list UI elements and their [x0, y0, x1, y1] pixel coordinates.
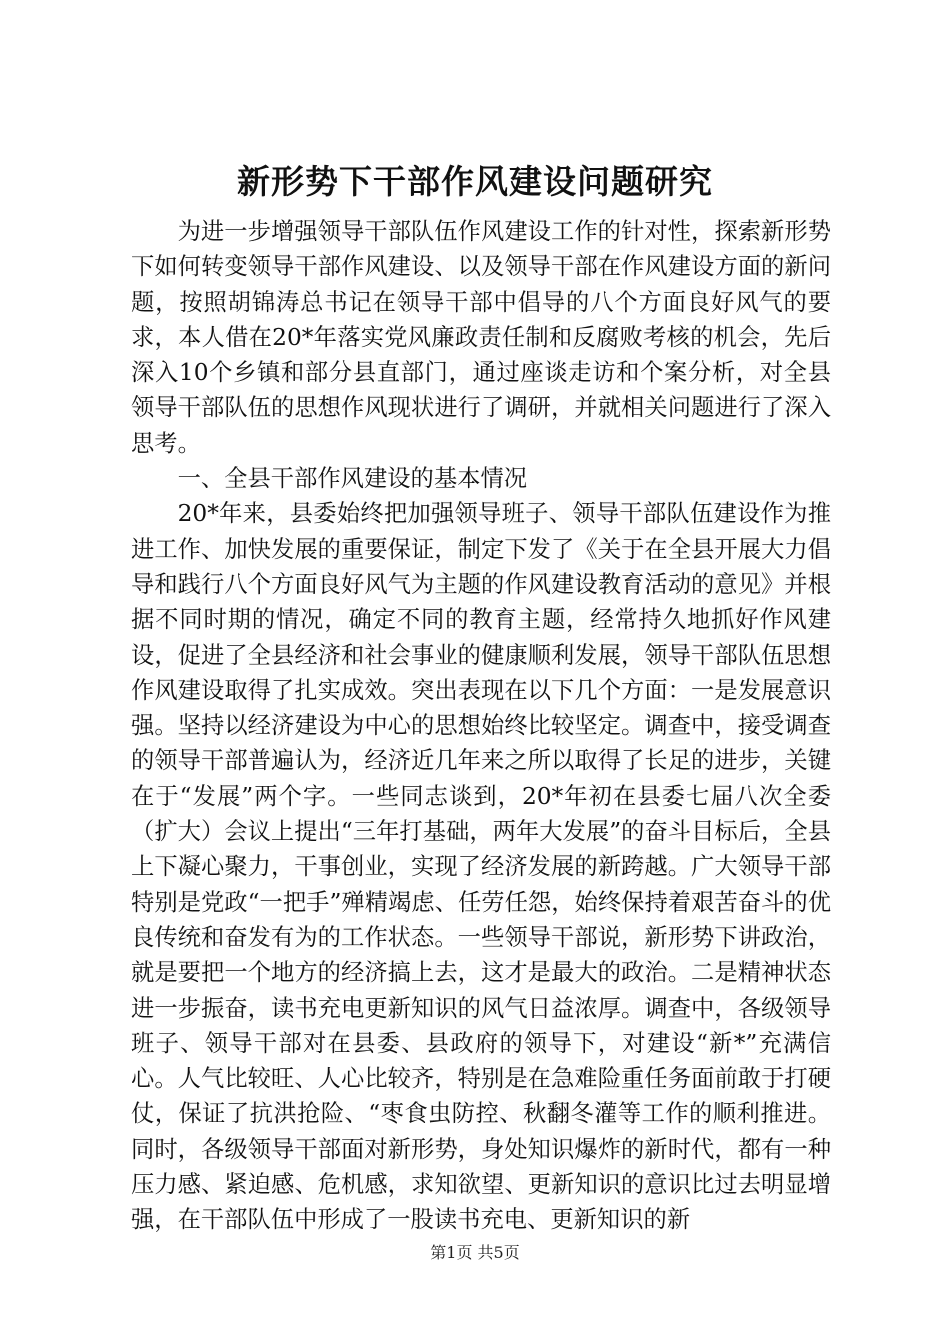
- section-heading: 一、全县干部作风建设的基本情况: [177, 465, 528, 493]
- intro-paragraph: 为进一步增强领导干部队伍作风建设工作的针对性，探索新形势下如何转变领导干部作风建设、以及领导干部在作风建设方面的新问题，按照胡锦涛总书记在领导干部中倡导的八个方面良好风气的要求，本人借在20*年落实党风廉政责任制和反腐败考核的机会，先后深入10个乡镇和部分县直部门，通过座谈走访和个案分析，对全县领导干部队伍的思想作风现状进行了调研，并就相关问题进行了深入思考。: [131, 218, 831, 457]
- document-title: 新形势下干部作风建设问题研究: [237, 162, 713, 201]
- body-paragraph: 20*年来，县委始终把加强领导班子、领导干部队伍建设作为推进工作、加快发展的重要保证，制定下发了《关于在全县开展大力倡导和践行八个方面良好风气为主题的作风建设教育活动的意见》并根据不同时期的情况，确定不同的教育主题，经常持久地抓好作风建设，促进了全县经济和社会事业的健康顺利发展，领导干部队伍思想作风建设取得了扎实成效。突出表现在以下几个方面：一是发展意识强。坚持以经济建设为中心的思想始终比较坚定。调查中，接受调查的领导干部普遍认为，经济近几年来之所以取得了长足的进步，关键在于“发展”两个字。一些同志谈到，20*年初在县委七届八次全委（扩大）会议上提出“三年打基础，两年大发展”的奋斗目标后，全县上下凝心聚力，干事创业，实现了经济发展的新跨越。广大领导干部特别是党政“一把手”殚精竭虑、任劳任怨，始终保持着艰苦奋斗的优良传统和奋发有为的工作状态。一些领导干部说，新形势下讲政治，就是要把一个地方的经济搞上去，这才是最大的政治。二是精神状态进一步振奋，读书充电更新知识的风气日益浓厚。调查中，各级领导班子、领导干部对在县委、县政府的领导下，对建设“新*”充满信心。人气比较旺、人心比较齐，特别是在急难险重任务面前敢于打硬仗，保证了抗洪抢险、“枣食虫防控、秋翻冬灌等工作的顺利推进。同时，各级领导干部面对新形势，身处知识爆炸的新时代，都有一种压力感、紧迫感、危机感，求知欲望、更新知识的意识比过去明显增强，在干部队伍中形成了一股读书充电、更新知识的新: [131, 500, 831, 1234]
- page-footer: 第1页 共5页: [430, 1243, 520, 1262]
- document-body: [131, 214, 831, 1238]
